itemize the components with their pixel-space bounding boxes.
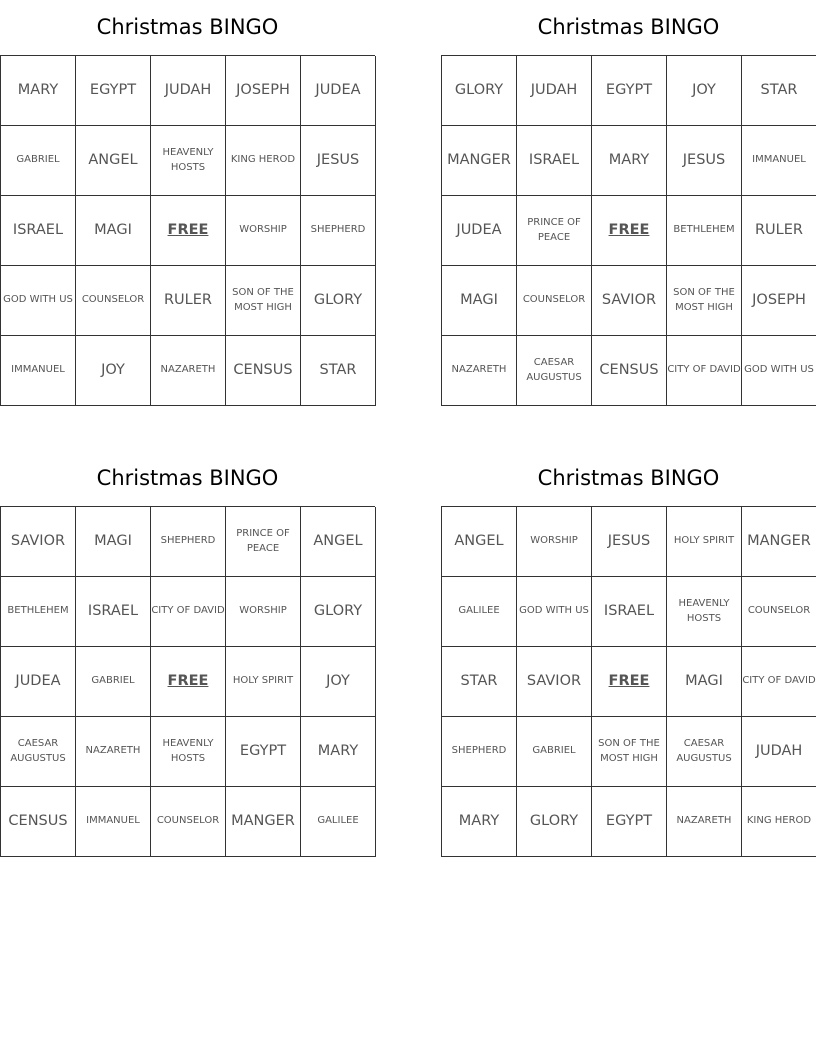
bingo-cell: ANGEL xyxy=(301,507,376,577)
bingo-cell: NAZARETH xyxy=(667,787,742,857)
bingo-cell: JUDEA xyxy=(442,196,517,266)
bingo-cell: SAVIOR xyxy=(592,266,667,336)
bingo-cell: GABRIEL xyxy=(1,126,76,196)
bingo-cell: MARY xyxy=(301,717,376,787)
card-title: Christmas BINGO xyxy=(96,466,279,490)
bingo-cell: MANGER xyxy=(742,507,816,577)
bingo-cell: SHEPHERD xyxy=(442,717,517,787)
bingo-cell: ISRAEL xyxy=(1,196,76,266)
bingo-grid xyxy=(0,55,375,406)
bingo-cell: ISRAEL xyxy=(76,577,151,647)
card-title: Christmas BINGO xyxy=(537,466,720,490)
bingo-cell: CITY OF DAVID xyxy=(667,336,742,406)
bingo-card-3 xyxy=(0,451,375,857)
bingo-cell: EGYPT xyxy=(226,717,301,787)
bingo-cell: JESUS xyxy=(301,126,376,196)
bingo-cell: EGYPT xyxy=(592,56,667,126)
bingo-cell: GOD WITH US xyxy=(1,266,76,336)
bingo-cell: MAGI xyxy=(667,647,742,717)
bingo-cell: HEAVENLY HOSTS xyxy=(151,126,226,196)
bingo-cell: MARY xyxy=(592,126,667,196)
bingo-cell: JUDAH xyxy=(742,717,816,787)
bingo-cell: HOLY SPIRIT xyxy=(226,647,301,717)
bingo-cell: EGYPT xyxy=(76,56,151,126)
bingo-cell: PRINCE OF PEACE xyxy=(226,507,301,577)
bingo-cell: JOY xyxy=(667,56,742,126)
bingo-cell: CAESAR AUGUSTUS xyxy=(667,717,742,787)
bingo-cell: PRINCE OF PEACE xyxy=(517,196,592,266)
bingo-cell: MANGER xyxy=(442,126,517,196)
bingo-cell: RULER xyxy=(151,266,226,336)
bingo-cell: IMMANUEL xyxy=(76,787,151,857)
bingo-cell: ISRAEL xyxy=(517,126,592,196)
bingo-cell: JUDAH xyxy=(151,56,226,126)
bingo-cell: BETHLEHEM xyxy=(667,196,742,266)
bingo-cell: BETHLEHEM xyxy=(1,577,76,647)
free-space-cell: FREE xyxy=(592,647,667,717)
free-space-cell: FREE xyxy=(592,196,667,266)
bingo-cell: JUDAH xyxy=(517,56,592,126)
bingo-grid xyxy=(441,506,816,857)
bingo-cell: KING HEROD xyxy=(226,126,301,196)
bingo-cell: NAZARETH xyxy=(442,336,517,406)
bingo-cell: JOY xyxy=(76,336,151,406)
bingo-cell: COUNSELOR xyxy=(151,787,226,857)
bingo-cell: GOD WITH US xyxy=(517,577,592,647)
bingo-cell: EGYPT xyxy=(592,787,667,857)
bingo-cell: JUDEA xyxy=(301,56,376,126)
bingo-cell: SAVIOR xyxy=(1,507,76,577)
bingo-cell: CITY OF DAVID xyxy=(742,647,816,717)
bingo-cell: HEAVENLY HOSTS xyxy=(667,577,742,647)
bingo-cell: CENSUS xyxy=(226,336,301,406)
bingo-cell: MARY xyxy=(1,56,76,126)
bingo-cell: MARY xyxy=(442,787,517,857)
bingo-cell: ANGEL xyxy=(76,126,151,196)
bingo-cell: GOD WITH US xyxy=(742,336,816,406)
bingo-cell: GALILEE xyxy=(442,577,517,647)
bingo-cell: JESUS xyxy=(667,126,742,196)
bingo-cell: IMMANUEL xyxy=(1,336,76,406)
bingo-cell: MAGI xyxy=(442,266,517,336)
bingo-cell: CITY OF DAVID xyxy=(151,577,226,647)
card-title: Christmas BINGO xyxy=(96,15,279,39)
bingo-cell: SHEPHERD xyxy=(301,196,376,266)
bingo-cell: JOSEPH xyxy=(742,266,816,336)
bingo-cell: GABRIEL xyxy=(517,717,592,787)
bingo-cell: MAGI xyxy=(76,196,151,266)
bingo-cell: SON OF THE MOST HIGH xyxy=(592,717,667,787)
bingo-cell: COUNSELOR xyxy=(76,266,151,336)
bingo-cell: CENSUS xyxy=(1,787,76,857)
bingo-cell: GLORY xyxy=(301,266,376,336)
bingo-cell: CAESAR AUGUSTUS xyxy=(517,336,592,406)
bingo-cell: SHEPHERD xyxy=(151,507,226,577)
bingo-cell: STAR xyxy=(442,647,517,717)
bingo-cell: JUDEA xyxy=(1,647,76,717)
bingo-cell: GLORY xyxy=(517,787,592,857)
bingo-cell: CAESAR AUGUSTUS xyxy=(1,717,76,787)
bingo-cell: IMMANUEL xyxy=(742,126,816,196)
bingo-cell: JOY xyxy=(301,647,376,717)
bingo-cell: STAR xyxy=(301,336,376,406)
bingo-cell: JESUS xyxy=(592,507,667,577)
bingo-cell: MAGI xyxy=(76,507,151,577)
bingo-cell: COUNSELOR xyxy=(742,577,816,647)
bingo-cell: HEAVENLY HOSTS xyxy=(151,717,226,787)
card-title: Christmas BINGO xyxy=(537,15,720,39)
bingo-grid xyxy=(441,55,816,406)
bingo-cell: GABRIEL xyxy=(76,647,151,717)
free-space-cell: FREE xyxy=(151,196,226,266)
bingo-cell: GALILEE xyxy=(301,787,376,857)
bingo-cell: SAVIOR xyxy=(517,647,592,717)
bingo-cell: WORSHIP xyxy=(226,196,301,266)
bingo-cell: ANGEL xyxy=(442,507,517,577)
bingo-card-1 xyxy=(0,0,375,406)
bingo-cell: NAZARETH xyxy=(76,717,151,787)
bingo-cell: GLORY xyxy=(301,577,376,647)
bingo-cell: COUNSELOR xyxy=(517,266,592,336)
bingo-cell: NAZARETH xyxy=(151,336,226,406)
bingo-cell: KING HEROD xyxy=(742,787,816,857)
bingo-cell: STAR xyxy=(742,56,816,126)
bingo-cell: SON OF THE MOST HIGH xyxy=(226,266,301,336)
bingo-cell: WORSHIP xyxy=(517,507,592,577)
bingo-cell: GLORY xyxy=(442,56,517,126)
bingo-card-4 xyxy=(441,451,816,857)
bingo-cell: CENSUS xyxy=(592,336,667,406)
bingo-grid xyxy=(0,506,375,857)
bingo-card-2 xyxy=(441,0,816,406)
bingo-cell: WORSHIP xyxy=(226,577,301,647)
bingo-cell: RULER xyxy=(742,196,816,266)
bingo-cell: MANGER xyxy=(226,787,301,857)
bingo-cell: SON OF THE MOST HIGH xyxy=(667,266,742,336)
bingo-cell: HOLY SPIRIT xyxy=(667,507,742,577)
bingo-cell: ISRAEL xyxy=(592,577,667,647)
free-space-cell: FREE xyxy=(151,647,226,717)
bingo-cell: JOSEPH xyxy=(226,56,301,126)
